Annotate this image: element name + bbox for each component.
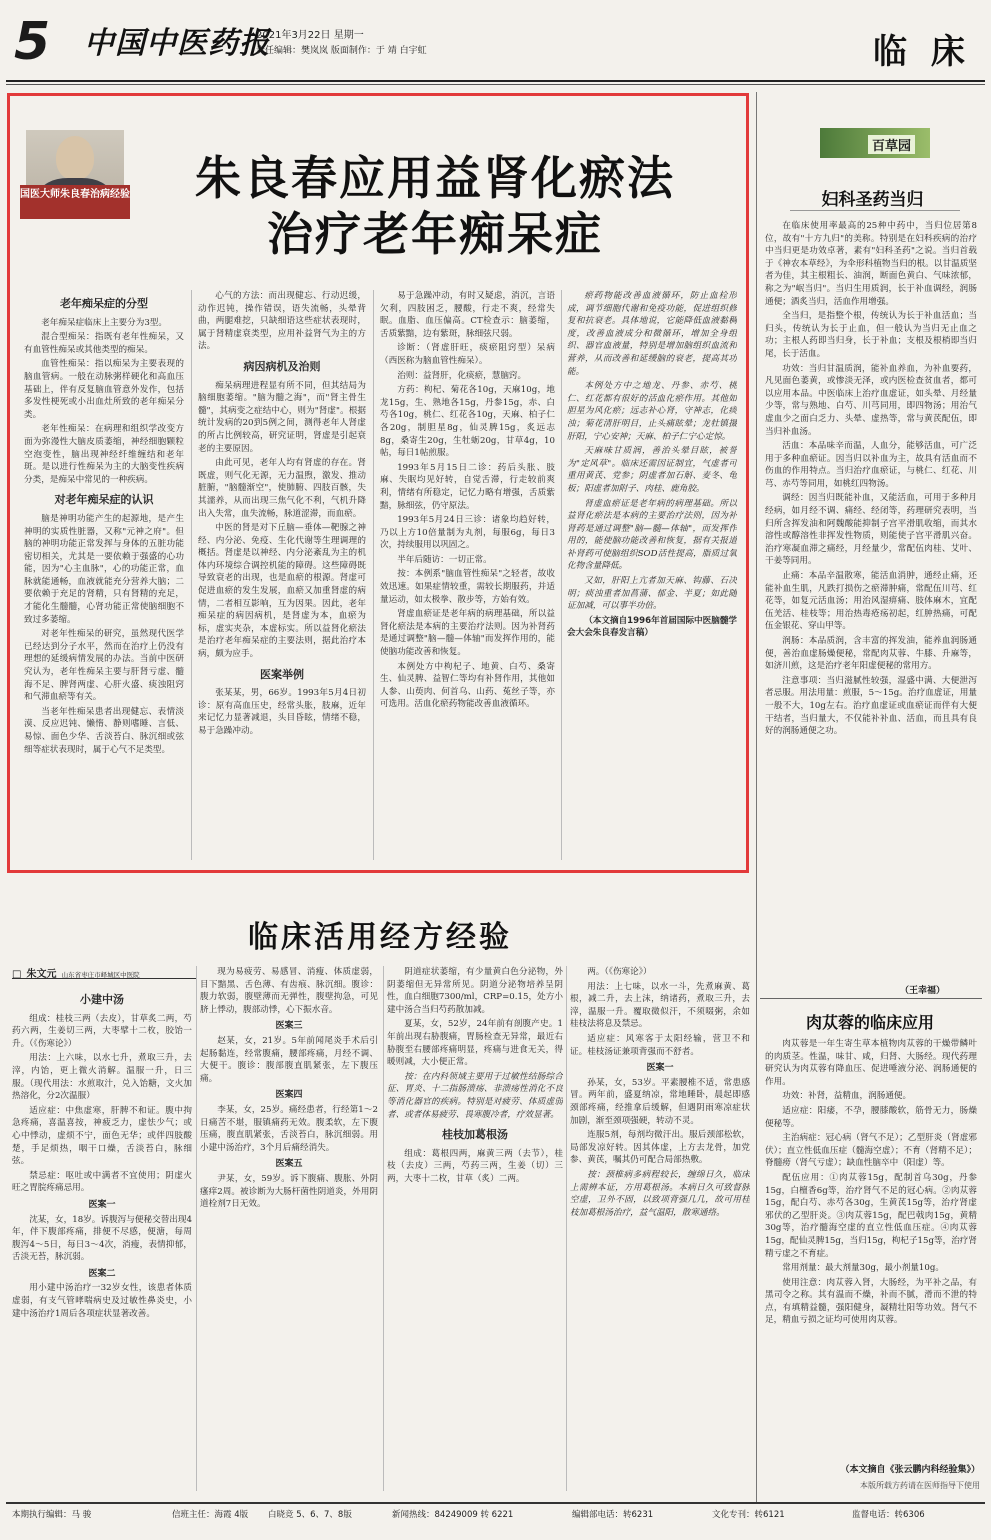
footer-ad-phone: 白晓竞 5、6、7、8版 (268, 1510, 352, 1520)
jingfang-column-4 (570, 966, 750, 1486)
case-heading: 医案二 (88, 1268, 116, 1279)
paper-name: 中国中医药报 (84, 26, 270, 61)
footer-enquiry: 监督电话：转6306 (852, 1510, 925, 1520)
paragraph: 本例处方中枸杞子、地黄、白芍、桑寄生、仙灵脾、益智仁等均有补肾作用，其他如人参、山萸肉、何首乌、山药、菟丝子等，亦可选用。活血化瘀药物能改善血液循环。 (380, 661, 555, 710)
paragraph: 混合型痴呆：指既有老年性痴呆，又有血管性痴呆或其他类型的痴呆。 (24, 332, 184, 355)
paragraph: 天麻味甘质润，善治头晕目眩，被誉为"定风草"。临床还需因证制宜，气虚者可重用黄芪、党参；阴虚者加石斛、麦冬、龟板；阳虚者加附子、肉桂、鹿角胶。 (567, 446, 737, 494)
column-rule (561, 290, 562, 860)
photo-caption (20, 185, 130, 219)
paragraph: 肾虚血瘀证是老年病的病理基础，所以益肾化瘀法是本病的主要治疗法则。因为补肾药是通过调整"脑—髓—体轴"而发挥作用的，能使脑功能改善和恢复。 (380, 609, 555, 658)
lead-headline (135, 150, 735, 262)
paragraph: 用法：上七味，以水一斗，先煮麻黄、葛根，减二升，去上沫，纳诸药，煮取三升，去滓，温服一升。覆取微似汗，不须啜粥，余如桂枝法将息及禁忌。 (570, 981, 750, 1030)
paragraph: 血管性痴呆：指以痴呆为主要表现的脑血管病。一般在动脉粥样硬化和高血压基础上，伴有反复脑血管意外发作，包括多发性梗死或小出血灶所致的老年痴呆分类。 (24, 359, 184, 420)
paragraph: 心气的方法：而出现健忘、行动迟缓，动作迟钝，操作错误，语失流畅，头晕背曲，两腿难挖，只缺细语这些症状表现时，属于肾精虚衰类型，应用补益肾气为主的方法。 (198, 291, 366, 352)
paragraph: 肾虚血瘀证是老年病的病理基础。所以益肾化瘀法是本病的主要治疗法则，因为补肾药是通过调整"脑—髓—体轴"，而发挥作用的，能使脑功能改善和恢复，据有关报道补肾药可使脑组织SOD活性提高，脂质过氧化物含量降低。 (567, 498, 737, 572)
paragraph: 适应症：阳痿，不孕，腰膝酸软，筋骨无力，肠燥便秘等。 (765, 1105, 977, 1129)
paragraph: 调经：因当归既能补血，又能活血，可用于多种月经病，如月经不调、痛经、经闭等，药理研究表明，当归所含挥发油和阿魏酸能抑制子宫平滑肌收缩，而其水溶性或醇溶性非挥发性物质，则能使子宫平滑肌兴奋。治疗寒凝血滞之痛经，月经量少，常配伍肉桂、艾叶、干姜等同用。 (765, 493, 977, 567)
paragraph: 配伍应用：①肉苁蓉15g，配制首乌30g，丹参15g，白檀香6g等，治疗肾气不足的冠心病。②肉苁蓉15g，配白芍、赤芍各30g，生黄芪15g等，治疗肾虚邪伏的乙型肝炎。③肉苁蓉15g，配巴戟肉15g，黄精30g等，治疗髓海空虚的直立性低血压症。④肉苁蓉15g，配仙灵脾15g，当归15g，枸杞子15g等，治疗肾精亏虚之不育症。 (765, 1172, 977, 1259)
paragraph: 肉苁蓉是一年生寄生草本植物肉苁蓉的干燥带鳞叶的肉质茎。性温，味甘、咸，归肾、大肠经。现代药理研究认为肉苁蓉有降血压、促进唾液分泌、润肠通便的作用。 (765, 1039, 977, 1087)
subhead-xiaojianzhong: 小建中汤 (80, 993, 124, 1006)
paragraph: 由此可见，老年人均有肾虚的存在。肾既虚，则气化无源，无力温煦，激发、推动脏腑，"脑髓渐空"，使肺腑、四肢百骸，失其濡养，从而出现三焦气化不利，气机升降出入失常，血失流畅，脉道涩滞，而血瘀。 (198, 458, 366, 519)
medication-disclaimer: 本版所载方药请在医师指导下使用 (860, 1481, 980, 1490)
issue-date: 2021年3月22日 星期一 (256, 30, 364, 41)
editor-credits: 责任编辑：樊岚岚 版面制作：于 靖 白宇虹 (256, 46, 427, 56)
jingfang-column-2 (200, 966, 378, 1486)
case-heading: 医案一 (646, 1063, 674, 1074)
paragraph: 按：本例系"脑血管性痴呆"之轻者，故收效迅速。如果症情较重，需较长期服药，并适量运动，如太极拳、散步等，方始有效。 (380, 569, 555, 605)
paragraph: 夏某，女，52岁，24年前有剖腹产史。1年前出现右胁腹痛，胃肠检查无异常，最近右胁腹至右腰部疼痛明显，疼痛与进食无关，得暖则减，大小便正常。 (387, 1019, 563, 1068)
paragraph: 组成：葛根四两，麻黄三两（去节），桂枝（去皮）三两，芍药三两，生姜（切）三两，大枣十二枚，甘草（炙）二两。 (387, 1148, 563, 1184)
paragraph: 阴道症状萎缩，有少量黄白色分泌物，外阴萎缩但无异常所见。阴道分泌物培养呈阴性，血白细胞7300/ml，CRP=0.15，处方小建中汤合当归芍药散加减。 (387, 967, 563, 1015)
headline-line-1: 朱良春应用益肾化瘀法 (195, 151, 675, 205)
roucongrong-body (765, 1038, 977, 1456)
paragraph: 当老年性痴呆患者出现健忘、表情淡漠、反应迟钝、懒惰、静则嗜睡、言低、易惊、面色少华、舌淡苔白、脉沉细或弦细等症状表现时，属于心气不足类型。 (24, 706, 184, 755)
herb-article-title: 妇科圣药当归 (821, 190, 924, 210)
paragraph: 在临床使用率最高的25种中药中，当归位居第8位，故有"十方九归"的美称。特别是在妇科疾病的治疗中当归更是功效卓著，素有"妇科圣药"之说。当归首载于《神农本草经》，为伞形科植物当归的根。以甘温质坚者为佳，其主根粗长、油润，断面色黄白、气味浓郁，称之为"岷当归"。当归生用质润，长于补血调经，润肠通便；酒炙当归，活血作用增强。 (765, 221, 977, 307)
paragraph: 对老年性痴呆的研究，虽然现代医学已经达到分子水平，然而在治疗上仍没有理想的延缓病情发展的办法。当前中医研究认为，老年性痴呆主要与肝肾亏虚、髓海不足、脾肾两虚、心肝火盛、痰浊阻窍和气滞血瘀等有关。 (24, 629, 184, 703)
author-org: 山东省枣庄市峄城区中医院 (61, 971, 140, 979)
case-heading: 医案四 (275, 1090, 303, 1101)
paragraph: 沈某，女，18岁。诉腹泻与便秘交替出现4年，伴下腹部疼痛，排便不尽感，便溏，每周腹泻4～5日，每日3～4次，消瘦，表情抑郁，舌淡无苔，脉沉弱。 (12, 1214, 192, 1263)
paragraph: 功效：补肾，益精血，润肠通便。 (782, 1091, 912, 1102)
case-heading: 医案五 (275, 1159, 303, 1170)
photo-caption-text: 国医大师朱良春治病经验 (20, 189, 130, 200)
paragraph: 本例处方中之地龙、丹参、赤芍、桃仁、红花都有很好的活血化瘀作用。其他如胆星为风化瘀；远志补心肾，守神志，化痰浊；菊花清肝明目，止头痛眩晕；龙牡镇摄肝阳，宁心安神；天麻、柏子仁宁心定惊。 (567, 381, 737, 442)
footer-news-phone: 新闻热线：84249009 转 6221 (392, 1510, 514, 1520)
paragraph: 用小建中汤治疗一32岁女性，该患者体质虚弱，有支气管哮喘病史及过敏性鼻炎史，小建中汤治疗1周后各项症状显著改善。 (12, 1283, 192, 1319)
paragraph: 老年痴呆症临床上主要分为3型。 (41, 317, 167, 328)
paragraph: 功效：当归甘温质润，能补血养血，为补血要药，凡见面色萎黄，或惨淡无泽，或内医检查贫血者，都可以应用本品。中医临床上治疗血虚证，如头晕、月经量少等，常与熟地、白芍、川芎同用，即四物汤；用治气虚血少之面白乏力、头晕、虚热等，常与黄芪配伍，即当归补血汤。 (765, 363, 977, 437)
paragraph: 诊断：（肾虚肝旺，痰瘀阻窍型）呆病（西医称为脑血管性痴呆）。 (380, 343, 555, 366)
subhead-cases: 医案举例 (260, 667, 304, 681)
jingfang-title: 临床活用经方经验 (248, 920, 512, 955)
paragraph: 孙某，女，53岁。平素腰椎不适，常患感冒。两年前，盛夏纳凉，常地睡卧，晨起即感颈部疼痛，经推拿后缓解，但遇阴雨寒凉症状加剧，渐至颈项强硬，转动不灵。 (570, 1077, 750, 1126)
paragraph: 两。（《伤寒论》） (587, 967, 652, 977)
paragraph: 使用注意：肉苁蓉入肾，大肠经，为平补之品，有黑司令之称。其有温而不燥，补而不腻，滑而不泄的特点，有填精益髓，强阳健身，凝精壮阳等功效。肾气不足，精血亏损之证均可使用肉苁蓉。 (765, 1277, 977, 1326)
subhead-types: 老年痴呆症的分型 (60, 297, 148, 310)
portrait-head (56, 136, 94, 180)
paragraph: 用法：上六味，以水七升，煮取三升，去滓，内饴，更上微火消解。温服一升，日三服。（现代用法：水煎取汁，兑入饴糖，文火加热溶化，分2次温服） (12, 1053, 192, 1102)
herb-article-author: （王幸福） (900, 986, 946, 996)
herb-article-body (765, 220, 977, 983)
paragraph: 尹某，女，59岁。诉下腹痛、腹胀、外阴瘙痒2周。被诊断为大肠杆菌性阴道炎，外用阴道栓剂7日无效。 (200, 1173, 378, 1210)
paragraph: 老年性痴呆：在病理和组织学改变方面为弥漫性大脑皮质萎缩，神经细胞颗粒空泡变性，脑出现神经纤维缠结和老年斑。是以进行性痴呆为主的大脑变性疾病分类，是痴呆中常见的一种疾病。 (24, 424, 184, 485)
footer-exec-editor: 本期执行编辑：马 骏 (12, 1510, 92, 1520)
column-rule (196, 966, 197, 1491)
lead-column-1 (24, 290, 184, 868)
case-heading: 医案三 (275, 1021, 303, 1032)
roucongrong-source: （本文摘自《张云鹏内科经验集》） (840, 1465, 980, 1475)
footer-lit-phone: 文化专刊：转6121 (712, 1510, 785, 1520)
section-title: 临 床 (873, 32, 971, 72)
title-underline (790, 210, 960, 211)
paragraph: 瘀药物能改善血液循环，防止血栓形成，调节细胞代谢和免疫功能，促进组织修复和抗衰老。具体地说，它能降低血液黏稠度，改善血液成分和微循环，增加全身组织、器官血液量，特别是增加脑组织血流和营养，从而改善和延缓脑的衰老，提高其功能。 (567, 291, 737, 377)
paragraph: 方药：枸杞、菊花各10g，天麻10g，地龙15g，生、熟地各15g，丹参15g，赤、白芍各10g，桃仁、红花各10g，天麻、柏子仁各20g，制胆星8g，仙灵脾15g，炙远志8g，桑寄生20g，生牡蛎20g，甘草4g，10帖，每日1帖煎服。 (380, 385, 555, 459)
masthead-rule (6, 80, 985, 82)
subhead-pathogenesis: 病因病机及治则 (243, 359, 321, 373)
paragraph: 半年后随访：一切正常。 (397, 554, 492, 565)
column-rule (383, 966, 384, 1491)
footer-rule (6, 1502, 985, 1504)
paragraph: 脑是神明功能产生的起源地，是产生神明的实质性脏器，又称"元神之府"。但脑的神明功能正常发挥与身体的五脏功能密切相关，尤其是一要依赖于强盛的心功能，因为"心主血脉"，心的功能正常，血脉就能通畅，血液就能充分营养大脑；二要依赖于充足的肾精，只有肾精的充足，才能化生髓髓，心肾功能正常使脑细胞不致过多萎缩。 (24, 513, 184, 625)
lead-column-3 (380, 290, 555, 868)
section-divider (760, 998, 982, 999)
author-marker-icon: □ (12, 969, 22, 980)
paragraph: 适应症：风寒客于太阳经输，营卫不和证。桂枝汤证兼项背强而不舒者。 (570, 1033, 750, 1057)
column-rule (566, 966, 567, 1491)
herb-garden-banner (820, 128, 930, 158)
paragraph: 1993年5月15日二诊：药后头胀、肢麻、失眠均见好转，自觉舌滞，行走较前爽利，情绪有所稳定，记忆力略有增强，舌质紫黯，脉细弦，仍守原法。 (380, 462, 555, 511)
paragraph: 1993年5月24日三诊：诸象均趋好转，乃以上方10倍量制为丸剂，每服6g，每日3次，持续服用以巩固之。 (380, 515, 555, 551)
paragraph: 组成：桂枝三两（去皮），甘草炙二两，芍药六两，生姜切三两，大枣擘十二枚，胶饴一升。（《伤寒论》） (12, 1013, 192, 1049)
author-byline (12, 962, 197, 979)
paragraph: 张某某，男，66岁。1993年5月4日初诊：原有高血压史，经常头胀，肢麻，近年来记忆力显著减退，头目昏眩，情绪不稳，易于急躁冲动。 (198, 688, 366, 736)
paragraph: 赵某，女，21岁。5年前闻尾炎手术后引起肠黏连，经常腹痛，腰部疼痛，月经不调、大便干。腹诊：腹部腹直肌紧张，左下腹压痛。 (200, 1035, 378, 1084)
paragraph: 活血：本品味辛而温，人血分，能够活血，可广泛用于多种血瘀证。因当归以补血为主，故具有活血而不伤血的作用特点。当归治疗血瘀证，与桃仁、红花、川芎、赤芍等同用，如桃红四物汤。 (765, 441, 977, 489)
paragraph: 适应症：中焦虚寒，肝脾不和证。腹中拘急疼痛，喜温喜按，神疲乏力，虚怯少气；或心中悸动，虚烦不宁，面色无华；或伴四肢酸楚，手足烦热，咽干口燥，舌淡苔白，脉细弦。 (12, 1105, 192, 1167)
paragraph: 现为易疲劳、易感冒、消瘦、体质虚弱，目下黯黑、舌色薄、有齿痕、脉沉细。腹诊：腹力软弱，腹壁薄而无弹性，腹壁拘急，可见脐上悸动，腹部动悸，心下振水音。 (200, 967, 378, 1015)
author-name: 朱文元 (26, 969, 57, 980)
paragraph: 主治病症：冠心病（肾气不足）；乙型肝炎（肾虚邪伏）；直立性低血压症（髓海空虚）；不育（肾精不足）；脊髓痨（肾气亏虚）；缺血性脑卒中（阳虚）等。 (765, 1133, 977, 1169)
source-note: （本文摘自1996年首届国际中医脑髓学会大会朱良春发言稿） (567, 615, 737, 639)
case-heading: 医案一 (88, 1199, 116, 1210)
column-rule (373, 290, 374, 860)
paragraph: 禁忌症：呕吐或中满者不宜使用；阴虚火旺之胃脘疼痛忌用。 (12, 1170, 192, 1194)
subhead-understanding: 对老年痴呆症的认识 (54, 493, 154, 507)
footer-edit-dept: 信班主任：海霞 4版 (172, 1510, 249, 1520)
paragraph: 常用剂量：最大剂量30g，最小剂量10g。 (782, 1263, 944, 1274)
column-rule (191, 290, 192, 860)
paragraph: 润肠：本品质润，含丰富的挥发油，能养血润肠通便，善治血虚肠燥便秘，常配肉苁蓉、牛膝、升麻等，如济川煎，这是治疗老年阳虚便秘的常用方。 (765, 636, 977, 672)
jingfang-column-3 (387, 966, 563, 1486)
paragraph: 易于急躁冲动，有时又疑虑，消沉，言语欠利，四肢困乏，腰酸，行走不爽，经常失眠。血脂、血压偏高。CT检查示：脑萎缩，舌质紫黯，边有紫斑，脉细弦尺弱。 (380, 291, 555, 339)
paragraph: 连服5剂，每剂均微汗出。服后颈部松软，局部发凉好转。因其体虚，上方去龙骨，加党参、黄芪，嘱其仍可配合局部热敷。 (570, 1130, 750, 1166)
lead-column-2 (198, 290, 366, 868)
paragraph: 又如，肝阳上亢者加天麻、钩藤、石决明；痰浊重者加菖蒲、郁金、半夏；如此随证加减，可以事半功倍。 (567, 576, 737, 612)
paragraph: 李某，女，25岁。痛经患者，行经第1～2日痛苦不堪，服镇痛药无效。腹柔软，左下腹压痛，腹直肌紧张，舌淡苔白，脉沉细弱。用小建中汤治疗，3个月后痛经消失。 (200, 1104, 378, 1153)
paragraph: 痴呆病理进程显有所不同，但其结局为脑细胞萎缩。"脑为髓之海"，而"肾主骨生髓"，其病变之症结中心，则为"肾虚"。根据统计发病的20到5例之间，测得老年人肾虚的所占比例较高，研究证明，肾虚是引起衰老的主要原因。 (198, 380, 366, 454)
jingfang-column-1 (12, 986, 192, 1486)
masthead (8, 12, 983, 78)
right-column-rule (756, 92, 757, 1502)
page-number: 5 (14, 12, 51, 72)
paragraph: 治则：益肾肝，化痰瘀，慧脑窍。 (397, 370, 527, 381)
roucongrong-title: 肉苁蓉的临床应用 (805, 1013, 934, 1032)
subhead-guizhigegen: 桂枝加葛根汤 (442, 1128, 508, 1142)
paragraph: 按：在内科领域主要用于过敏性结肠综合征、胃炎、十二指肠溃疡、非溃疡性消化不良等消化器官的疾病。特别是对疲劳、体质虚弱者、或者体易疲劳、畏寒腹冷者，疗效显著。 (387, 1071, 563, 1120)
paragraph: 中医的肾是对下丘脑—垂体—靶腺之神经、内分泌、免疫、生化代谢等生理调理的概括。肾虚是以神经、内分泌紊乱为主的机体内环境综合调控机能的障碍。这些障碍既导致衰老的出现，也是血瘀的根源。肾虚可促进血瘀的发生发展，血瘀又加重肾虚的病情，二者相互影响，互为因果。因此，老年痴呆症的病因病机，是肾虚为本，血瘀为标，虚实夹杂，本虚标实。所以益肾化瘀法是治疗老年痴呆症的主要法则，据此治疗本病，颇为应手。 (198, 523, 366, 660)
lead-column-4 (567, 290, 737, 868)
paragraph: 按：颈椎病多病程较长，缠绵日久，临床上需辨本证，方用葛根汤。本病日久可致督脉空虚，卫外不固，以致项背强几几，故可用桂枝加葛根汤治疗，益气温阳，散寒通络。 (570, 1169, 750, 1218)
herb-garden-tag: 百草园 (868, 135, 915, 154)
paragraph: 止痛：本品辛温散寒，能活血消肿，通经止痛，还能补血生肌，凡跌打损伤之瘀滞肿痛，常配伍川芎、红花等，如复元活血汤；用治风湿痹痛、肢体麻木，宜配伍羌活、桂枝等；用治热毒疮疡初起，红肿热痛，可配伍金银花、穿山甲等。 (765, 571, 977, 632)
headline-line-2: 治疗老年痴呆症 (267, 207, 603, 261)
footer-office-phone: 编辑部电话：转6231 (572, 1510, 654, 1520)
footer-bar (12, 1508, 977, 1524)
paragraph: 全当归，是指整个根，传统认为长于补血活血；当归头，传统认为长于止血，但一般认为当归无止血之功；主根人药即当归身，长于补血；支根及根梢即当归尾，长于活血。 (765, 311, 977, 359)
paragraph: 注意事项：当归滋腻性较强，湿盛中满、大便泄泻者忌服。用法用量：煎服，5～15g。治疗血虚证，用量一般不大，10g左右。治疗血虚证或血瘀证而伴有大便干结者，当归量大，不仅能补补血、活血，而且具有良好的润肠通便之功。 (765, 675, 977, 737)
masthead-rule-thin (6, 84, 985, 85)
